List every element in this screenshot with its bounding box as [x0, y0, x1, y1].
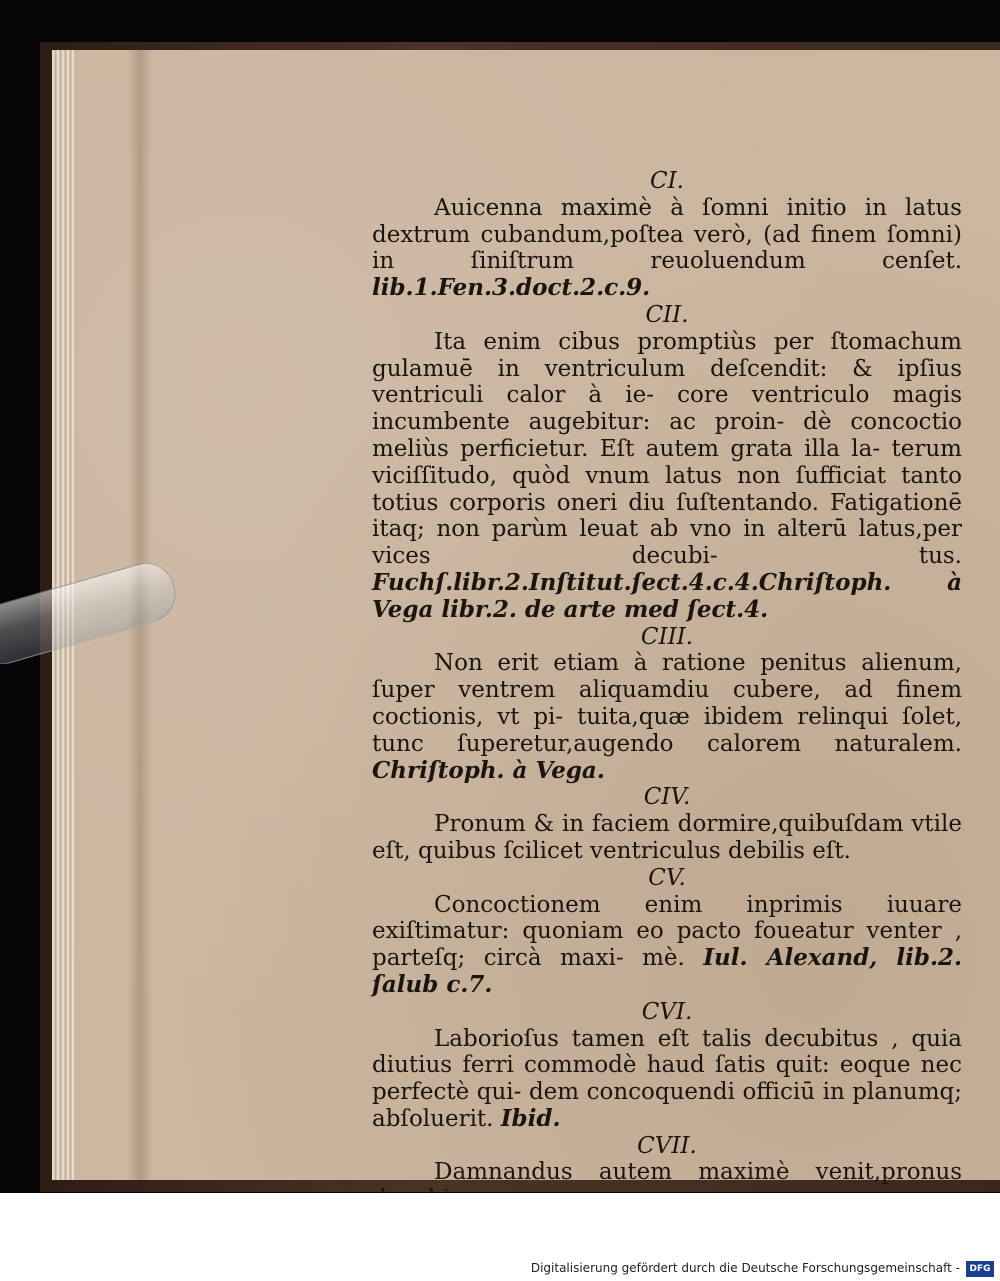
text-line: tuita,quæ ibidem relinqui ſolet, tunc ſuperetur,augendo — [372, 703, 962, 757]
citation: Ibid. — [500, 1104, 561, 1132]
section-paragraph — [372, 892, 962, 999]
text-line: calorem naturalem. — [706, 730, 962, 757]
page-text — [372, 168, 962, 1240]
dfg-logo: DFG — [966, 1261, 994, 1277]
text-line: Concoctionem enim inprimis iuuare exiſtimatur: — [372, 891, 962, 945]
section-heading: CVI. — [641, 998, 693, 1025]
text-line: terum viciſſitudo, quòd vnum latus non ſufficiat tanto — [372, 435, 962, 489]
citation: Iul. Alexand, lib.2. ſalub c.7. — [372, 944, 962, 998]
citation: Fuchſ.libr.2.Inſtitut.ſect.4.c.4.Chriſtoph. à Vega libr.2. de arte med ſect.4. — [372, 568, 962, 623]
text-line: Laborioſus tamen eſt talis decubitus , quia diutius — [372, 1025, 962, 1079]
text-line: mè. — [642, 945, 685, 972]
section-paragraph — [372, 329, 962, 624]
text-line: tus. — [918, 543, 962, 570]
text-line: non parùm leuat ab vno in alterū latus,per vices decubi- — [372, 516, 963, 570]
section-paragraph — [372, 1026, 962, 1133]
citation: lib.1.Fen.3.doct.2.c.9. — [372, 274, 651, 302]
section-heading: CIII. — [640, 623, 694, 650]
text-line: core ventriculo magis incumbente augebitur: ac proin- — [372, 382, 962, 436]
section-heading: CV. — [648, 864, 686, 891]
section-paragraph — [372, 650, 962, 784]
text-line: Non erit etiam à ratione penitus alienum, ſuper — [372, 650, 962, 704]
text-line: reuoluendum cenſet. — [650, 248, 963, 275]
text-line: quibus ſcilicet ventriculus debilis eſt. — [418, 837, 851, 864]
text-line: ferri commodè haud ſatis quit: eoque nec perfectè qui- — [372, 1052, 962, 1106]
text-line: Ita enim cibus promptiùs per ſtomachum gulamuē — [372, 328, 962, 382]
text-line: totius corporis oneri diu ſuſtentando. Fatigationē itaq; — [372, 489, 962, 543]
citation: Chriſtoph. à Vega. — [372, 756, 605, 784]
section-heading: CVII. — [637, 1132, 697, 1159]
section-paragraph — [372, 195, 962, 302]
dfg-credit: Digitalisierung gefördert durch die Deutsche Forschungsgemeinschaft - — [530, 1261, 960, 1275]
section-paragraph — [372, 811, 962, 865]
footer-bar — [0, 1193, 1000, 1281]
text-line: dè concoctio meliùs perficietur. Eſt autem grata illa la- — [372, 409, 963, 462]
text-line: quoniam eo pacto foueatur venter , parteſq; circà maxi- — [372, 918, 963, 972]
text-line: Damnandus autem maximè venit,pronus — [434, 1159, 962, 1186]
text-line: ventrem aliquamdiu cubere, ad finem coctionis, vt pi- — [372, 677, 963, 730]
text-line: cubandum,poſtea verò, (ad finem ſomni) in ſiniſtrum — [372, 221, 963, 275]
text-line: dem concoquendi officiū in planumq; abſoluerit. — [372, 1079, 962, 1132]
text-line: Auicenna maximè à ſomni initio in latus dextrum — [372, 194, 962, 248]
section-heading: CIV. — [643, 784, 691, 811]
section-heading: CII. — [645, 301, 689, 328]
section-heading: CI. — [650, 168, 684, 194]
text-line: Pronum & in faciem dormire,quibuſdam vtile eſt, — [372, 811, 962, 864]
text-line: in ventriculum deſcendit: & ipſius ventriculi calor à ie- — [372, 355, 963, 409]
